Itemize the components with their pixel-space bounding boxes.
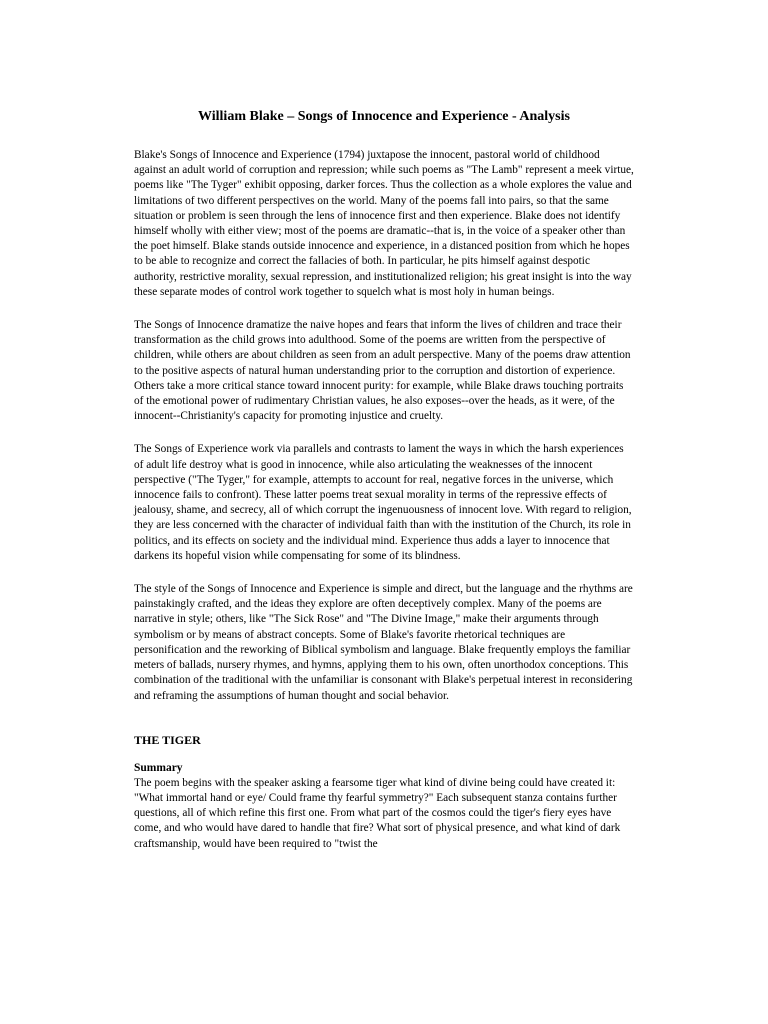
paragraph-experience: The Songs of Experience work via parallels and contrasts to lament the ways in which the harsh experiences of adult life destroy what is good in innocence, while also articulating the weaknesses of the innocent perspective ("The Tyger," for example, attempts to account for real, negative forces in the universe, which innocence fails to confront). These latter poems treat sexual morality in terms of the repressive effects of jealousy, shame, and secrecy, all of which corrupt the ingenuousness of innocent love. With regard to religion, they are less concerned with the character of individual faith than with the institution of the Church, its role in politics, and its effects on society and the individual mind. Experience thus adds a layer to innocence that darkens its hopeful vision while compensating for some of its blindness. xyxy=(134,443,632,562)
section-subheading: Summary xyxy=(134,761,183,774)
summary-paragraph: The poem begins with the speaker asking a fearsome tiger what kind of divine being could have created it: "What immortal hand or eye/ Could frame thy fearful symmetry?" Each subsequent stanza contains further questions, all of which refine this first one. From what part of the cosmos could the tiger's fiery eyes have come, and who would have dared to handle that fire? What sort of physical presence, and what kind of dark craftsmanship, would have been required to "twist the xyxy=(134,776,621,850)
document-page xyxy=(134,108,634,870)
section-heading: THE TIGER xyxy=(134,732,201,747)
paragraph-style: The style of the Songs of Innocence and Experience is simple and direct, but the language and the rhythms are painstakingly crafted, and the ideas they explore are often deceptively complex. Many of the poems are narrative in style; others, like "The Sick Rose" and "The Divine Image," make their arguments through symbolism or by means of abstract concepts. Some of Blake's favorite rhetorical techniques are personification and the reworking of Biblical symbolism and language. Blake frequently employs the familiar meters of ballads, nursery rhymes, and hymns, applying them to his own, often unorthodox conceptions. This combination of the traditional with the unfamiliar is consonant with Blake's perpetual interest in reconsidering and reframing the assumptions of human thought and social behavior. xyxy=(134,583,633,702)
paragraph-innocence: The Songs of Innocence dramatize the naive hopes and fears that inform the lives of children and trace their transformation as the child grows into adulthood. Some of the poems are written from the perspective of children, while others are about children as seen from an adult perspective. Many of the poems draw attention to the positive aspects of natural human understanding prior to the corruption and distortion of experience. Others take a more critical stance toward innocent purity: for example, while Blake draws touching portraits of the emotional power of rudimentary Christian values, he also exposes--over the heads, as it were, of the innocent--Christianity's capacity for promoting injustice and cruelty. xyxy=(134,319,631,423)
paragraph-intro: Blake's Songs of Innocence and Experience (1794) juxtapose the innocent, pastoral world of childhood against an adult world of corruption and repression; while such poems as "The Lamb" represent a meek virtue, poems like "The Tyger" exhibit opposing, darker forces. Thus the collection as a whole explores the value and limitations of two different perspectives on the world. Many of the poems fall into pairs, so that the same situation or problem is seen through the lens of innocence first and then experience. Blake does not identify himself wholly with either view; most of the poems are dramatic--that is, in the voice of a speaker other than the poet himself. Blake stands outside innocence and experience, in a distanced position from which he hopes to be able to recognize and correct the fallacies of both. In particular, he pits himself against despotic authority, restrictive morality, sexual repression, and institutionalized religion; his great insight is into the way these separate modes of control work together to squelch what is most holy in human beings. xyxy=(134,149,634,298)
document-title: William Blake – Songs of Innocence and Experience - Analysis xyxy=(198,109,570,124)
